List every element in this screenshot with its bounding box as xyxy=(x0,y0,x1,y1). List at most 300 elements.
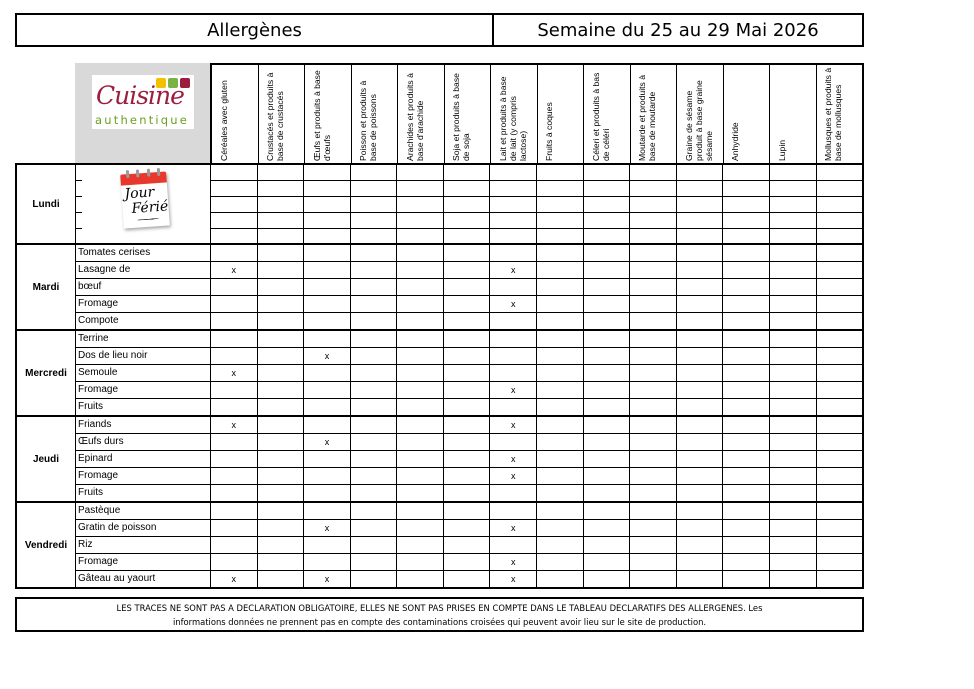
allergen-cell xyxy=(537,213,584,228)
allergen-cell xyxy=(584,399,631,415)
title-band xyxy=(15,13,864,47)
allergen-cell xyxy=(723,165,770,180)
allergen-cell xyxy=(304,181,351,196)
allergen-cell xyxy=(211,520,258,536)
allergen-mark: x xyxy=(490,451,537,467)
dish-name: Pastèque xyxy=(76,503,211,519)
allergen-cell xyxy=(584,181,631,196)
allergen-header-label: Graine de sésame produit à base graine sésame xyxy=(683,80,714,161)
allergen-mark: x xyxy=(304,520,351,536)
allergen-cell xyxy=(537,485,584,501)
allergen-cell xyxy=(630,331,677,347)
logo-subtitle: authentique xyxy=(95,113,190,127)
allergen-cell xyxy=(211,503,258,519)
allergen-cell xyxy=(677,213,724,228)
allergen-cell xyxy=(351,451,398,467)
allergen-cell xyxy=(537,434,584,450)
allergen-cell xyxy=(397,213,444,228)
dish-name: Dos de lieu noir xyxy=(76,348,211,364)
allergen-cell xyxy=(723,245,770,261)
allergen-cell xyxy=(770,331,817,347)
holiday-cell xyxy=(76,165,211,243)
allergen-cell xyxy=(584,296,631,312)
allergen-cell xyxy=(723,554,770,570)
allergen-cell xyxy=(258,485,305,501)
allergen-cell xyxy=(537,399,584,415)
allergen-cell xyxy=(770,503,817,519)
allergen-cell xyxy=(584,503,631,519)
allergen-cell xyxy=(537,537,584,553)
logo-area xyxy=(75,63,210,163)
allergen-cell xyxy=(490,434,537,450)
disclaimer-line-1: LES TRACES NE SONT PAS A DECLARATION OBLIGATOIRE, ELLES NE SONT PAS PRISES EN COMPTE DANS LE TABLEAU DECLARATIFS DES ALLERGENES. Les xyxy=(116,603,763,613)
allergen-cell xyxy=(304,468,351,484)
allergen-cell xyxy=(723,503,770,519)
allergen-cell xyxy=(211,245,258,261)
allergen-cell xyxy=(304,245,351,261)
holiday-grid xyxy=(211,165,862,243)
allergen-cell xyxy=(490,313,537,329)
allergen-cell xyxy=(817,296,863,312)
allergen-cell xyxy=(537,262,584,278)
allergen-cell xyxy=(770,417,817,433)
allergen-cell xyxy=(258,213,305,228)
allergen-cell xyxy=(258,417,305,433)
allergen-mark: x xyxy=(211,262,258,278)
allergen-mark: x xyxy=(304,571,351,587)
allergen-cell xyxy=(723,262,770,278)
allergen-cell xyxy=(444,313,491,329)
allergen-cell xyxy=(677,417,724,433)
logo-script-text: Cuisine xyxy=(96,81,184,110)
allergen-cell xyxy=(677,245,724,261)
allergen-header xyxy=(631,65,678,163)
allergen-cell xyxy=(630,197,677,212)
table-row xyxy=(76,279,862,296)
allergen-header-label: Anhydride xyxy=(730,122,741,161)
allergen-header xyxy=(491,65,538,163)
allergen-cell xyxy=(211,181,258,196)
allergen-cell xyxy=(770,485,817,501)
allergen-cell xyxy=(444,468,491,484)
allergen-cell xyxy=(304,554,351,570)
holiday-row xyxy=(211,213,862,229)
allergen-cell xyxy=(537,245,584,261)
allergen-cell xyxy=(770,365,817,381)
allergen-cell xyxy=(490,399,537,415)
allergen-cell xyxy=(584,434,631,450)
allergen-cell xyxy=(537,296,584,312)
allergen-cell xyxy=(630,382,677,398)
allergen-cell xyxy=(677,229,724,244)
allergen-cell xyxy=(537,165,584,180)
allergen-cell xyxy=(351,279,398,295)
allergen-cell xyxy=(584,279,631,295)
allergen-cell xyxy=(397,245,444,261)
allergen-cell xyxy=(677,165,724,180)
allergen-cell xyxy=(584,571,631,587)
allergen-cell xyxy=(304,197,351,212)
allergen-cell xyxy=(770,571,817,587)
allergen-cell xyxy=(211,229,258,244)
allergen-cell xyxy=(397,382,444,398)
allergen-cell xyxy=(444,348,491,364)
table-row xyxy=(76,331,862,348)
allergen-header xyxy=(352,65,399,163)
allergen-mark: x xyxy=(304,434,351,450)
allergen-header xyxy=(305,65,352,163)
allergen-cell xyxy=(444,554,491,570)
dish-name: Œufs durs xyxy=(76,434,211,450)
allergen-mark: x xyxy=(490,417,537,433)
allergen-cell xyxy=(397,451,444,467)
allergen-cell xyxy=(584,197,631,212)
day-block-vendredi xyxy=(17,503,862,587)
allergen-cell xyxy=(630,365,677,381)
allergen-cell xyxy=(723,417,770,433)
allergen-cell xyxy=(584,468,631,484)
cuisine-authentique-logo xyxy=(92,75,194,129)
allergen-cell xyxy=(817,571,863,587)
allergen-cell xyxy=(444,503,491,519)
allergen-cell xyxy=(677,571,724,587)
allergen-cell xyxy=(397,417,444,433)
allergen-cell xyxy=(723,520,770,536)
allergen-cell xyxy=(351,382,398,398)
allergen-cell xyxy=(630,537,677,553)
allergen-header-label: Arachides et produits à base d'arachide xyxy=(404,73,425,161)
allergen-cell xyxy=(817,537,863,553)
allergen-cell xyxy=(723,296,770,312)
allergen-cell xyxy=(351,165,398,180)
allergen-cell xyxy=(211,434,258,450)
allergen-cell xyxy=(677,279,724,295)
allergen-cell xyxy=(630,279,677,295)
allergen-cell xyxy=(304,213,351,228)
holiday-row xyxy=(211,165,862,181)
allergen-header xyxy=(538,65,585,163)
allergen-cell xyxy=(723,197,770,212)
dish-name: Friands xyxy=(76,417,211,433)
allergen-cell xyxy=(444,365,491,381)
day-label: Lundi xyxy=(17,165,76,243)
day-label: Mercredi xyxy=(17,331,76,415)
allergen-cell xyxy=(770,165,817,180)
dish-name: Riz xyxy=(76,537,211,553)
allergen-cell xyxy=(770,181,817,196)
allergen-cell xyxy=(584,245,631,261)
allergen-cell xyxy=(397,365,444,381)
day-block-jeudi xyxy=(17,417,862,503)
allergen-cell xyxy=(351,181,398,196)
table-row xyxy=(76,571,862,587)
allergen-cell xyxy=(258,245,305,261)
allergen-cell xyxy=(444,399,491,415)
allergen-cell xyxy=(817,348,863,364)
allergen-header xyxy=(817,65,863,163)
allergen-header xyxy=(212,65,259,163)
allergen-cell xyxy=(444,165,491,180)
allergen-cell xyxy=(304,296,351,312)
allergen-cell xyxy=(444,485,491,501)
table-row xyxy=(76,417,862,434)
dish-name: Gâteau au yaourt xyxy=(76,571,211,587)
allergen-cell xyxy=(304,279,351,295)
table-row xyxy=(76,554,862,571)
allergen-cell xyxy=(351,520,398,536)
allergen-cell xyxy=(444,245,491,261)
allergen-cell xyxy=(211,197,258,212)
allergen-cell xyxy=(584,537,631,553)
allergen-cell xyxy=(490,245,537,261)
allergen-cell xyxy=(490,537,537,553)
allergen-cell xyxy=(677,451,724,467)
allergen-cell xyxy=(258,181,305,196)
allergen-cell xyxy=(397,229,444,244)
allergen-cell xyxy=(677,503,724,519)
allergen-cell xyxy=(397,399,444,415)
allergen-cell xyxy=(770,468,817,484)
allergen-cell xyxy=(351,399,398,415)
allergen-cell xyxy=(630,181,677,196)
allergen-cell xyxy=(817,213,863,228)
allergen-cell xyxy=(211,399,258,415)
allergen-cell xyxy=(351,468,398,484)
allergen-cell xyxy=(304,485,351,501)
traces-disclaimer xyxy=(15,597,864,632)
allergen-cell xyxy=(444,331,491,347)
allergen-cell xyxy=(723,365,770,381)
allergen-cell xyxy=(537,365,584,381)
allergen-cell xyxy=(258,571,305,587)
allergen-cell xyxy=(770,313,817,329)
allergen-cell xyxy=(630,245,677,261)
allergen-cell xyxy=(723,399,770,415)
allergen-cell xyxy=(630,313,677,329)
allergen-cell xyxy=(817,382,863,398)
allergen-header xyxy=(724,65,771,163)
day-block-lundi xyxy=(17,165,862,245)
allergen-cell xyxy=(211,313,258,329)
allergen-cell xyxy=(584,165,631,180)
allergen-cell xyxy=(490,197,537,212)
allergen-cell xyxy=(770,296,817,312)
allergen-cell xyxy=(817,197,863,212)
holiday-badge-line1: Jour xyxy=(124,184,155,203)
allergen-cell xyxy=(630,468,677,484)
allergen-cell xyxy=(770,213,817,228)
allergen-header-label: Mollusques et produits à base de mollusques xyxy=(823,67,844,161)
allergen-cell xyxy=(630,296,677,312)
dish-name: Fromage xyxy=(76,554,211,570)
allergen-cell xyxy=(817,165,863,180)
title-allergenes: Allergènes xyxy=(17,15,494,45)
allergen-cell xyxy=(490,485,537,501)
allergen-cell xyxy=(397,348,444,364)
allergen-cell xyxy=(770,451,817,467)
allergen-cell xyxy=(258,165,305,180)
allergen-mark: x xyxy=(490,554,537,570)
dish-name: Gratin de poisson xyxy=(76,520,211,536)
allergen-cell xyxy=(584,417,631,433)
allergen-cell xyxy=(677,399,724,415)
allergen-mark: x xyxy=(490,571,537,587)
allergen-cell xyxy=(537,503,584,519)
allergen-cell xyxy=(584,348,631,364)
allergen-mark: x xyxy=(211,571,258,587)
dish-name: Lasagne de xyxy=(76,262,211,278)
allergen-cell xyxy=(351,197,398,212)
allergen-cell xyxy=(677,434,724,450)
allergen-cell xyxy=(537,417,584,433)
holiday-row xyxy=(211,181,862,197)
allergen-cell xyxy=(723,451,770,467)
allergen-cell xyxy=(304,503,351,519)
allergen-header-label: Crustacés et produits à base de crustacés xyxy=(265,72,286,161)
allergen-cell xyxy=(490,365,537,381)
allergen-cell xyxy=(677,296,724,312)
holiday-row xyxy=(211,229,862,244)
allergen-cell xyxy=(584,262,631,278)
allergen-cell xyxy=(397,520,444,536)
allergen-cell xyxy=(490,348,537,364)
allergen-cell xyxy=(723,382,770,398)
allergen-cell xyxy=(444,451,491,467)
day-label: Vendredi xyxy=(17,503,76,587)
allergen-cell xyxy=(444,296,491,312)
allergen-cell xyxy=(770,348,817,364)
allergen-mark: x xyxy=(211,365,258,381)
allergen-mark: x xyxy=(304,348,351,364)
allergen-cell xyxy=(817,399,863,415)
allergen-cell xyxy=(258,399,305,415)
allergen-cell xyxy=(677,181,724,196)
disclaimer-line-2: informations données ne prennent pas en compte des contaminations croisées qui peuvent avoir lieu sur le site de production. xyxy=(172,617,707,627)
allergen-cell xyxy=(537,554,584,570)
day-block-mardi xyxy=(17,245,862,331)
allergen-cell xyxy=(444,520,491,536)
allergen-cell xyxy=(677,485,724,501)
allergen-cell xyxy=(817,503,863,519)
allergen-cell xyxy=(490,165,537,180)
allergen-cell xyxy=(584,451,631,467)
allergen-cell xyxy=(630,399,677,415)
allergen-cell xyxy=(537,181,584,196)
allergen-cell xyxy=(490,503,537,519)
allergen-cell xyxy=(677,520,724,536)
allergen-cell xyxy=(723,571,770,587)
allergen-cell xyxy=(211,468,258,484)
allergen-header xyxy=(584,65,631,163)
allergen-cell xyxy=(397,296,444,312)
allergen-cell xyxy=(351,485,398,501)
allergen-cell xyxy=(817,468,863,484)
allergen-cell xyxy=(537,313,584,329)
allergen-header-label: Poisson et produits à base de poissons xyxy=(358,80,379,161)
allergen-cell xyxy=(723,213,770,228)
allergen-cell xyxy=(630,417,677,433)
allergen-cell xyxy=(211,296,258,312)
allergen-cell xyxy=(630,503,677,519)
allergen-cell xyxy=(304,331,351,347)
allergen-cell xyxy=(490,229,537,244)
allergen-header-label: Lupin xyxy=(776,139,787,161)
dish-name: Terrine xyxy=(76,331,211,347)
allergen-cell xyxy=(397,503,444,519)
allergen-cell xyxy=(630,520,677,536)
allergen-cell xyxy=(584,331,631,347)
allergen-cell xyxy=(211,485,258,501)
allergen-cell xyxy=(258,313,305,329)
dish-name: Fromage xyxy=(76,296,211,312)
allergen-cell xyxy=(770,229,817,244)
allergen-cell xyxy=(258,537,305,553)
allergen-header xyxy=(259,65,306,163)
allergen-cell xyxy=(444,181,491,196)
allergen-cell xyxy=(351,229,398,244)
allergen-cell xyxy=(817,417,863,433)
allergen-cell xyxy=(304,313,351,329)
jour-ferie-calendar-icon xyxy=(120,171,170,228)
allergen-cell xyxy=(444,197,491,212)
allergen-cell xyxy=(211,451,258,467)
allergen-cell xyxy=(258,554,305,570)
allergen-cell xyxy=(211,554,258,570)
allergen-header-label: Fruits à coques xyxy=(544,102,555,161)
table-row xyxy=(76,399,862,415)
table-row xyxy=(76,245,862,262)
allergen-cell xyxy=(677,554,724,570)
allergen-cell xyxy=(258,296,305,312)
allergen-cell xyxy=(630,213,677,228)
allergen-cell xyxy=(211,279,258,295)
allergen-cell xyxy=(537,197,584,212)
allergen-cell xyxy=(630,262,677,278)
allergen-mark: x xyxy=(490,520,537,536)
allergen-cell xyxy=(770,537,817,553)
day-label: Jeudi xyxy=(17,417,76,501)
allergen-cell xyxy=(537,451,584,467)
allergen-cell xyxy=(677,365,724,381)
allergen-cell xyxy=(397,571,444,587)
allergen-cell xyxy=(723,313,770,329)
allergen-cell xyxy=(537,229,584,244)
allergen-cell xyxy=(397,181,444,196)
allergen-cell xyxy=(677,348,724,364)
allergen-mark: x xyxy=(490,296,537,312)
allergen-header-row xyxy=(210,63,864,163)
table-row xyxy=(76,537,862,554)
title-week: Semaine du 25 au 29 Mai 2026 xyxy=(537,19,819,41)
allergen-cell xyxy=(258,468,305,484)
allergen-cell xyxy=(770,399,817,415)
allergen-cell xyxy=(490,331,537,347)
allergen-header-label: Moutarde et produits à base de moutarde xyxy=(637,75,658,161)
table-row xyxy=(76,348,862,365)
allergen-cell xyxy=(351,245,398,261)
day-label: Mardi xyxy=(17,245,76,329)
allergen-cell xyxy=(490,213,537,228)
allergen-mark: x xyxy=(211,417,258,433)
allergen-cell xyxy=(677,382,724,398)
allergen-cell xyxy=(817,434,863,450)
dish-name: Compote xyxy=(76,313,211,329)
allergen-cell xyxy=(211,382,258,398)
allergen-cell xyxy=(444,434,491,450)
allergen-cell xyxy=(630,451,677,467)
allergen-cell xyxy=(397,331,444,347)
allergen-cell xyxy=(677,537,724,553)
